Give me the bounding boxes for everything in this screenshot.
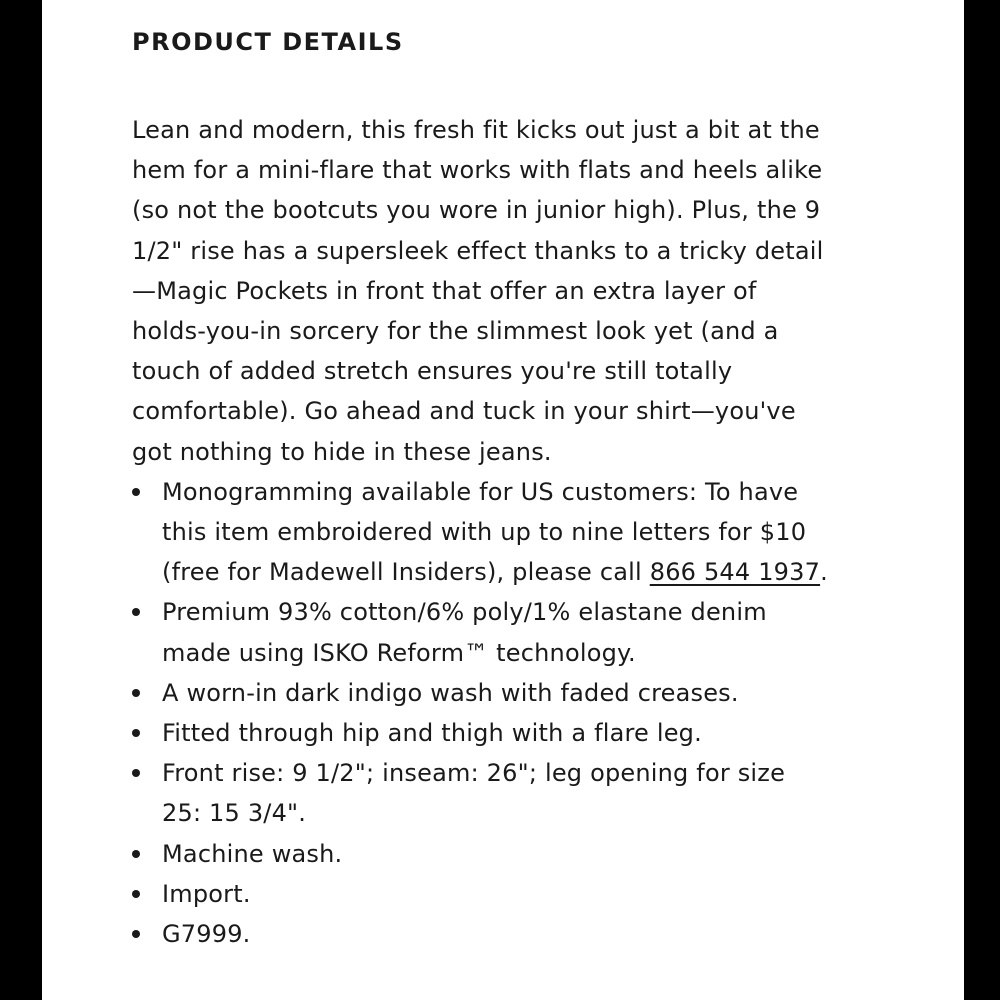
list-item-monogramming xyxy=(132,472,832,593)
product-details-content xyxy=(132,24,832,954)
list-item-wash xyxy=(132,673,832,713)
bullet-icon xyxy=(132,488,140,496)
bullet-icon xyxy=(132,729,140,737)
list-item-measurements xyxy=(132,753,832,833)
list-item-text: Import. xyxy=(162,879,251,908)
bullet-icon xyxy=(132,890,140,898)
monogram-text: Monogramming available for US customers: To have this item embroidered with up to nine letters for $10 (free for Madewell Insiders), please call xyxy=(162,477,807,587)
section-heading: PRODUCT DETAILS xyxy=(132,28,404,56)
list-item-care xyxy=(132,834,832,874)
product-details-panel xyxy=(42,0,964,1000)
phone-link[interactable]: 866 544 1937 xyxy=(649,558,821,587)
list-item-fit xyxy=(132,713,832,753)
bullet-icon xyxy=(132,930,140,938)
list-item-text: Fitted through hip and thigh with a flare leg. xyxy=(162,719,702,748)
list-item-text: Premium 93% cotton/6% poly/1% elastane denim made using ISKO Reform™ technology. xyxy=(162,598,767,667)
list-item-fabric xyxy=(132,592,832,672)
list-item-text: G7999. xyxy=(162,920,251,949)
product-description: Lean and modern, this fresh fit kicks out just a bit at the hem for a mini-flare that works with flats and heels alike (so not the bootcuts you wore in junior high). Plus, the 9 1/2" rise has a supersleek effect thanks to a tricky detail—Magic Pockets in front that offer an extra layer of holds-you-in sorcery for the slimmest look yet (and a touch of added stretch ensures you're still totally comfortable). Go ahead and tuck in your shirt—you've got nothing to hide in these jeans. xyxy=(132,116,824,466)
bullet-icon xyxy=(132,850,140,858)
list-item-text: Front rise: 9 1/2"; inseam: 26"; leg opening for size 25: 15 3/4". xyxy=(162,759,786,828)
bullet-icon xyxy=(132,769,140,777)
monogram-end: . xyxy=(820,558,828,587)
list-item-text: A worn-in dark indigo wash with faded creases. xyxy=(162,678,739,707)
feature-list xyxy=(132,472,832,954)
bullet-icon xyxy=(132,689,140,697)
list-item-origin xyxy=(132,874,832,914)
list-item-style-code xyxy=(132,914,832,954)
bullet-icon xyxy=(132,608,140,616)
list-item-text: Machine wash. xyxy=(162,839,343,868)
